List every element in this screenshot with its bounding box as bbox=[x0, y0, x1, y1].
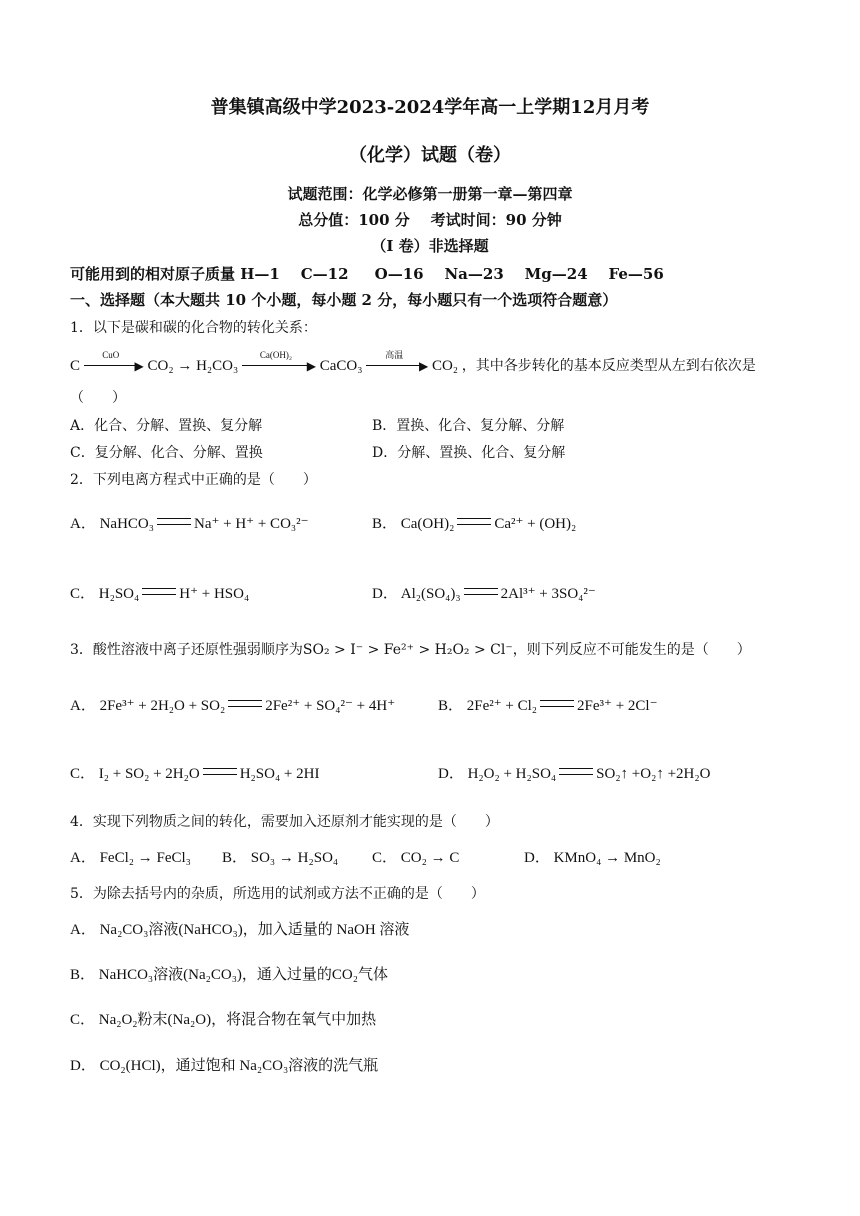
score-time: 总分值：100 分 考试时间：90 分钟 bbox=[298, 211, 562, 229]
exam-subtitle: （化学）试题（卷） bbox=[349, 145, 511, 166]
q5-option-a: A． Na₂CO₃溶液(NaHCO₃)，加入适量的 NaOH 溶液 bbox=[70, 922, 410, 938]
q3-option-a: A． 2Fe³⁺ + 2H₂O + SO₂ 2Fe²⁺ + SO₄²⁻ + 4H⁺ bbox=[70, 698, 396, 714]
q3-option-b: B． 2Fe²⁺ + Cl₂ 2Fe³⁺ + 2Cl⁻ bbox=[438, 698, 658, 714]
q1-option-b: B．置换、化合、复分解、分解 bbox=[372, 418, 565, 434]
q4-option-c: C． CO₂ → C bbox=[372, 850, 460, 866]
q5-option-b: B． NaHCO₃溶液(Na₂CO₃)，通入过量的CO₂气体 bbox=[70, 967, 388, 983]
q3-option-c: C． I₂ + SO₂ + 2H₂O H₂SO₄ + 2HI bbox=[70, 766, 320, 782]
q2-stem: 2．下列电离方程式中正确的是（ ） bbox=[70, 472, 317, 488]
q4-option-b: B． SO₃ → H₂SO₄ bbox=[222, 850, 339, 866]
q5-stem: 5．为除去括号内的杂质，所选用的试剂或方法不正确的是（ ） bbox=[70, 886, 485, 902]
q2-option-a: A． NaHCO₃ Na⁺ + H⁺ + CO₃²⁻ bbox=[70, 516, 309, 532]
q2-option-b: B． Ca(OH)₂ Ca²⁺ + (OH)₂ bbox=[372, 516, 577, 532]
q5-option-c: C． Na₂O₂粉末(Na₂O)，将混合物在氧气中加热 bbox=[70, 1012, 377, 1028]
q1-stem: 1．以下是碳和碳的化合物的转化关系： bbox=[70, 320, 317, 336]
q1-paren: （ ） bbox=[70, 390, 126, 406]
q1-co2-h2co3: CO₂ → H₂CO₃ bbox=[147, 358, 239, 374]
q3-option-d: D． H₂O₂ + H₂SO₄ SO₂↑ +O₂↑ +2H₂O bbox=[438, 766, 711, 782]
q1-arrow-caoh2: Ca(OH)₂ ▶ bbox=[242, 358, 316, 372]
part1-heading: 一、选择题（本大题共 10 个小题，每小题 2 分，每小题只有一个选项符合题意） bbox=[70, 291, 618, 309]
q1-co2: CO₂ bbox=[431, 358, 459, 374]
atomic-masses: 可能用到的相对原子质量 H—1 C—12 O—16 Na—23 Mg—24 Fe—56 bbox=[70, 265, 664, 283]
exam-scope: 试题范围：化学必修第一册第一章—第四章 bbox=[287, 185, 573, 203]
q1-c: C bbox=[70, 358, 81, 374]
q1-arrow-high-temp: 高温 ▶ bbox=[366, 358, 428, 372]
q1-chain bbox=[70, 350, 756, 377]
q1-option-a: A．化合、分解、置换、复分解 bbox=[70, 418, 263, 434]
q1-chain-tail: ，其中各步转化的基本反应类型从左到右依次是 bbox=[461, 359, 756, 374]
q4-option-d: D． KMnO₄ → MnO₂ bbox=[524, 850, 661, 866]
q1-caco3: CaCO₃ bbox=[319, 358, 363, 374]
q1-option-c: C．复分解、化合、分解、置换 bbox=[70, 445, 263, 461]
exam-title: 普集镇高级中学2023-2024学年高一上学期12月月考 bbox=[210, 97, 650, 118]
q4-stem: 4．实现下列物质之间的转化，需要加入还原剂才能实现的是（ ） bbox=[70, 814, 499, 830]
section-label: （I 卷）非选择题 bbox=[371, 237, 489, 255]
q1-arrow-cuo: CuO ▶ bbox=[84, 358, 144, 372]
q5-option-d: D． CO₂(HCl)，通过饱和 Na₂CO₃溶液的洗气瓶 bbox=[70, 1058, 379, 1074]
q2-option-d: D． Al₂(SO₄)₃ 2Al³⁺ + 3SO₄²⁻ bbox=[372, 586, 596, 602]
q2-option-c: C． H₂SO₄ H⁺ + HSO₄ bbox=[70, 586, 250, 602]
q4-option-a: A． FeCl₂ → FeCl₃ bbox=[70, 850, 191, 866]
q1-option-d: D．分解、置换、化合、复分解 bbox=[372, 445, 566, 461]
q3-stem: 3．酸性溶液中离子还原性强弱顺序为SO₂ > I⁻ > Fe²⁺ > H₂O₂ > Cl⁻，则下列反应不可能发生的是（ ） bbox=[70, 642, 751, 658]
